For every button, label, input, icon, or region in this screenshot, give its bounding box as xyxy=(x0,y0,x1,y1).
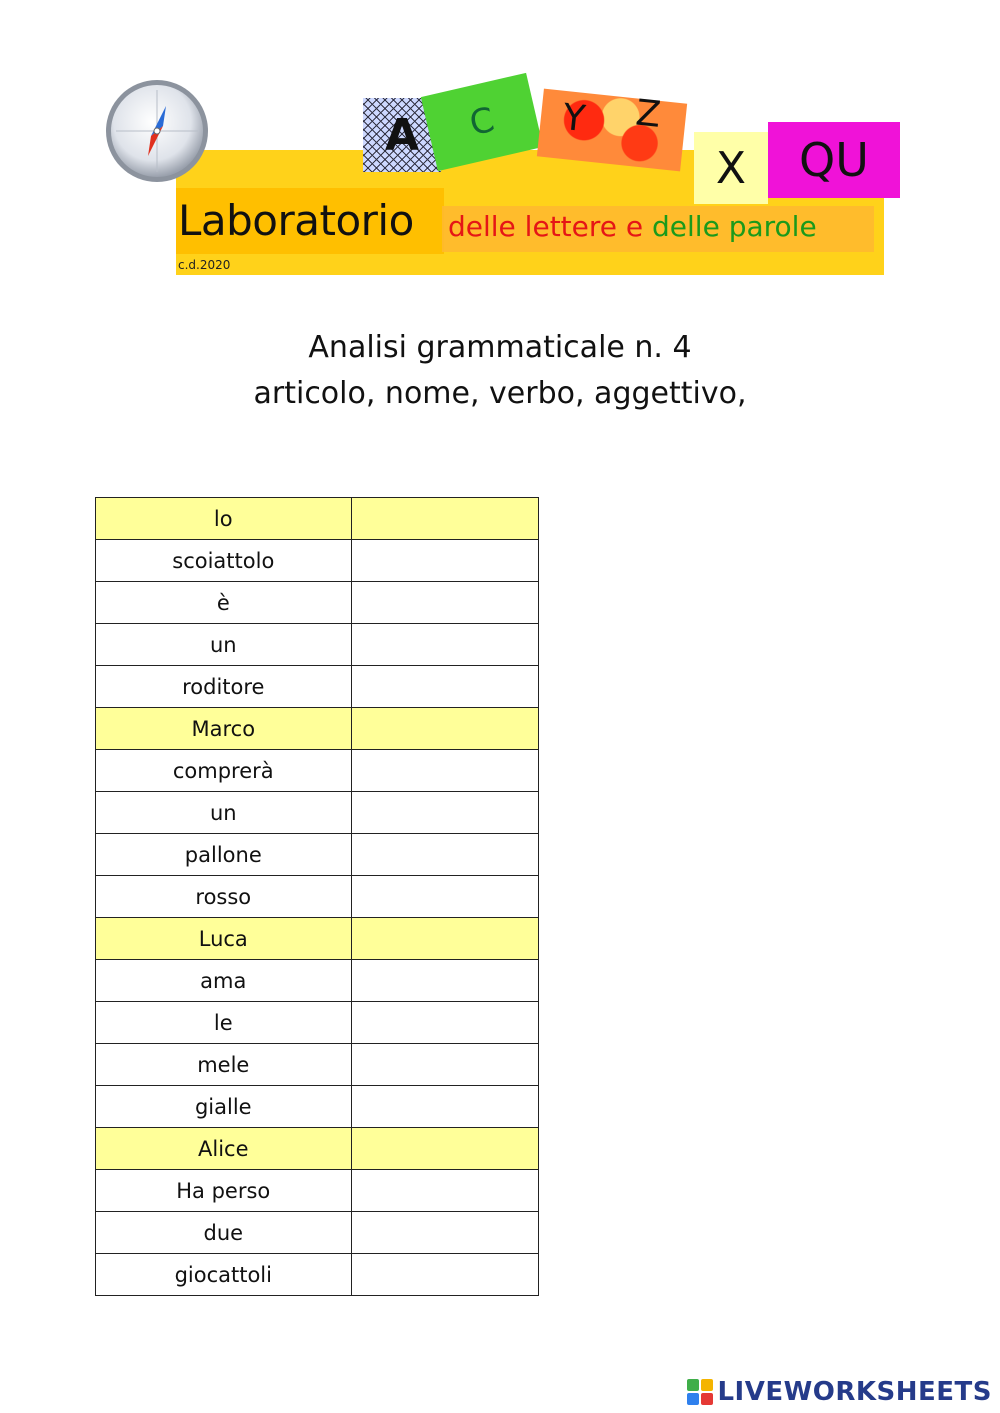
word-cell: un xyxy=(96,624,352,666)
banner-subtitle xyxy=(448,210,817,243)
table-row xyxy=(96,1254,539,1296)
letter-tile-qu: QU xyxy=(768,122,900,198)
answer-cell[interactable] xyxy=(351,834,538,876)
answer-cell[interactable] xyxy=(351,582,538,624)
answer-cell[interactable] xyxy=(351,1002,538,1044)
compass-icon xyxy=(104,78,210,184)
page-instructions: articolo, nome, verbo, aggettivo, xyxy=(253,376,747,411)
table-row xyxy=(96,540,539,582)
answer-cell[interactable] xyxy=(351,960,538,1002)
word-cell: lo xyxy=(96,498,352,540)
liveworksheets-logo-icon xyxy=(687,1379,713,1405)
table-row xyxy=(96,1086,539,1128)
table-row xyxy=(96,1044,539,1086)
word-cell: Luca xyxy=(96,918,352,960)
table-row xyxy=(96,498,539,540)
letter-z: Z xyxy=(633,92,663,136)
word-cell: rosso xyxy=(96,876,352,918)
word-cell: roditore xyxy=(96,666,352,708)
word-cell: Marco xyxy=(96,708,352,750)
answer-cell[interactable] xyxy=(351,918,538,960)
answer-cell[interactable] xyxy=(351,1170,538,1212)
letter-tile-a: A xyxy=(363,98,441,172)
table-row xyxy=(96,1212,539,1254)
answer-cell[interactable] xyxy=(351,750,538,792)
answer-cell[interactable] xyxy=(351,1044,538,1086)
table-row xyxy=(96,918,539,960)
table-row xyxy=(96,750,539,792)
table-row xyxy=(96,792,539,834)
word-cell: Alice xyxy=(96,1128,352,1170)
copyright-label: c.d.2020 xyxy=(178,258,231,272)
word-cell: Ha perso xyxy=(96,1170,352,1212)
banner-title: Laboratorio xyxy=(178,196,414,245)
table-row xyxy=(96,666,539,708)
analysis-table xyxy=(95,497,539,1296)
letter-tile-x: X xyxy=(694,132,768,204)
word-cell: scoiattolo xyxy=(96,540,352,582)
watermark xyxy=(687,1377,992,1407)
answer-cell[interactable] xyxy=(351,666,538,708)
answer-cell[interactable] xyxy=(351,540,538,582)
word-cell: le xyxy=(96,1002,352,1044)
word-cell: gialle xyxy=(96,1086,352,1128)
table-row xyxy=(96,582,539,624)
answer-cell[interactable] xyxy=(351,624,538,666)
word-cell: un xyxy=(96,792,352,834)
banner-subtitle-part2: delle parole xyxy=(652,210,817,243)
table-row xyxy=(96,876,539,918)
answer-cell[interactable] xyxy=(351,1254,538,1296)
table-row xyxy=(96,960,539,1002)
word-cell: comprerà xyxy=(96,750,352,792)
word-cell: ama xyxy=(96,960,352,1002)
answer-cell[interactable] xyxy=(351,792,538,834)
page-title: Analisi grammaticale n. 4 xyxy=(308,330,692,365)
table-row xyxy=(96,1128,539,1170)
table-row xyxy=(96,834,539,876)
table-row xyxy=(96,1002,539,1044)
answer-cell[interactable] xyxy=(351,498,538,540)
answer-cell[interactable] xyxy=(351,1086,538,1128)
answer-cell[interactable] xyxy=(351,1212,538,1254)
banner-subtitle-part1: delle lettere e xyxy=(448,210,644,243)
word-cell: pallone xyxy=(96,834,352,876)
answer-cell[interactable] xyxy=(351,708,538,750)
watermark-text: LIVEWORKSHEETS xyxy=(717,1377,992,1407)
word-cell: mele xyxy=(96,1044,352,1086)
answer-cell[interactable] xyxy=(351,1128,538,1170)
letter-tile-c: C xyxy=(421,73,543,171)
answer-cell[interactable] xyxy=(351,876,538,918)
table-row xyxy=(96,708,539,750)
table-row xyxy=(96,1170,539,1212)
table-row xyxy=(96,624,539,666)
word-cell: giocattoli xyxy=(96,1254,352,1296)
word-cell: due xyxy=(96,1212,352,1254)
letter-y: Y xyxy=(560,96,588,141)
word-cell: è xyxy=(96,582,352,624)
